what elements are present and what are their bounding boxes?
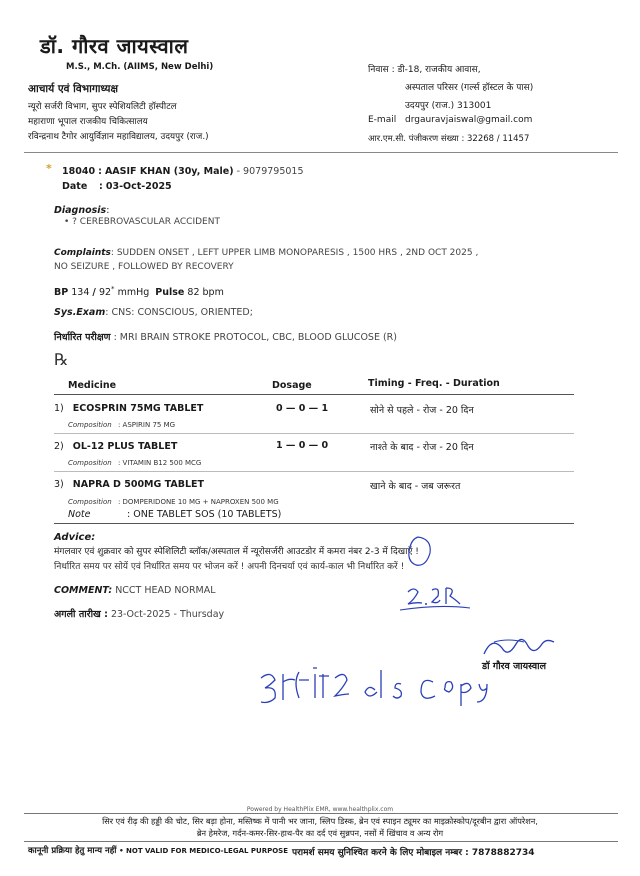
composition-text: : DOMPERIDONE 10 MG + NAPROXEN 500 MG [117, 498, 279, 506]
doctor-name: डॉ. गौरव जायस्वाल [40, 34, 189, 58]
investigations-line [54, 330, 397, 343]
address-line-2: अस्पताल परिसर (गर्ल्स हॉस्टल के पास) [405, 83, 534, 93]
address-line-3: उदयपुर (राज.) 313001 [405, 101, 492, 111]
medicine-timing: सोने से पहले - रोज - 20 दिन [370, 405, 474, 416]
table-header-rule [54, 394, 574, 395]
footer-services-2: ब्रेन हेमरेज, गर्दन-कमर-सिर-हाथ-पैर का दर्द एवं सुन्नपन, नसों में खिंचाव व अन्य रोग [196, 828, 444, 838]
advice-line-2: निर्धारित समय पर सोयें एवं निर्धारित समय पर भोजन करें ! अपनी दिनचर्या एवं कार्य-काल भी निर्धारित करें ! [54, 562, 405, 572]
header-timing: Timing - Freq. - Duration [368, 378, 500, 389]
footer-contact: परामर्श समय सुनिश्चित करने के लिए मोबाइल नम्बर : 7878882734 [292, 848, 535, 858]
header-divider [24, 152, 618, 153]
complaints-line-1 [54, 248, 478, 258]
visit-date: 03-Oct-2025 [105, 181, 172, 192]
doctor-role: आचार्य एवं विभागाध्यक्ष [28, 83, 119, 95]
comment-text: NCCT HEAD NORMAL [115, 585, 216, 596]
next-visit-label: अगली तारीख : [54, 609, 108, 620]
rx-icon: ℞ [54, 350, 69, 369]
composition-line [68, 421, 175, 429]
exam-line [54, 307, 253, 318]
signature-name: डॉ गौरव जायस्वाल [482, 661, 547, 672]
header-dosage: Dosage [272, 380, 312, 391]
email-label: E-mail [368, 115, 397, 125]
medicine-name: NAPRA D 500MG TABLET [72, 479, 204, 490]
medicine-name: OL-12 PLUS TABLET [72, 441, 178, 452]
footer-divider [24, 813, 618, 814]
row-number: 1) [54, 403, 64, 414]
doctor-degree: M.S., M.Ch. (AIIMS, New Delhi) [66, 62, 214, 72]
exam-label: Sys.Exam [54, 307, 106, 318]
investigations-label: निर्धारित परीक्षण [54, 332, 111, 343]
composition-line [68, 459, 201, 467]
doctor-college: रविन्द्रनाथ टैगोर आयुर्विज्ञान महाविद्यालय, उदयपुर (राज.) [28, 132, 209, 142]
exam-text: : CNS: CONSCIOUS, ORIENTED; [105, 307, 253, 318]
handwritten-initials [390, 578, 490, 618]
date-sep: : [99, 181, 103, 192]
diagnosis-item: • ? CEREBROVASCULAR ACCIDENT [64, 217, 220, 227]
composition-label: Composition [68, 421, 112, 429]
medicine-dosage: 1 — 0 — 0 [276, 440, 329, 451]
table-bottom-rule [54, 523, 574, 524]
diagnosis-heading: Diagnosis: [54, 205, 110, 216]
legal-english: • NOT VALID FOR MEDICO-LEGAL PURPOSE [119, 847, 288, 855]
composition-label: Composition [68, 459, 112, 467]
complaints-line-2: NO SEIZURE , FOLLOWED BY RECOVERY [54, 262, 234, 272]
row-number: 3) [54, 479, 64, 490]
signature-icon [474, 632, 564, 662]
composition-label: Composition [68, 498, 112, 506]
table-row [54, 403, 203, 414]
composition-line [68, 498, 279, 506]
table-row [54, 479, 204, 490]
medicine-timing: नाश्ते के बाद - रोज - 20 दिन [370, 442, 474, 453]
next-visit-line [54, 607, 224, 620]
footer-divider-2 [24, 841, 618, 842]
legal-hindi: कानूनी प्रक्रिया हेतु मान्य नहीं [28, 846, 117, 856]
medicine-name: ECOSPRIN 75MG TABLET [72, 403, 204, 414]
row-rule [54, 433, 574, 434]
note-line [68, 509, 281, 520]
bp-separator: / [92, 287, 96, 299]
patient-id: 18040 [62, 166, 96, 177]
handwritten-note [255, 660, 505, 710]
doctor-department: न्यूरो सर्जरी विभाग, सुपर स्पेशियलिटी हॉस्पीटल [28, 102, 177, 112]
date-label: Date [62, 181, 88, 192]
row-rule [54, 471, 574, 472]
advice-line-1: मंगलवार एवं शुक्रवार को सुपर स्पेशिलिटी ब्लॉक/अस्पताल में न्यूरोसर्जरी आउटडोर में कमरा नंबर 2-3 में दिखाएँ ! [54, 547, 419, 557]
advice-title: Advice: [54, 532, 96, 543]
footer-legal [28, 845, 288, 856]
pulse-value: 82 bpm [187, 287, 224, 299]
bp-mark: * [111, 285, 115, 293]
bp-label: BP [54, 287, 69, 299]
vitals-line [54, 285, 224, 298]
patient-line [62, 166, 304, 177]
row-number: 2) [54, 441, 64, 452]
bp-unit: mmHg [117, 287, 150, 299]
bp-systolic: 134 [71, 287, 90, 299]
note-text: : ONE TABLET SOS (10 TABLETS) [127, 509, 282, 520]
medicine-dosage: 0 — 0 — 1 [276, 403, 329, 414]
note-label: Note [68, 509, 91, 520]
star-icon: * [46, 162, 52, 175]
medicine-timing: खाने के बाद - जब जरूरत [370, 481, 461, 492]
handwritten-circle [388, 532, 448, 574]
comment-label: COMMENT: [54, 585, 113, 596]
address-line-1: निवास : डी-18, राजकीय आवास, [368, 65, 481, 75]
diagnosis-label: Diagnosis [54, 205, 107, 216]
powered-by: Powered by HealthPlix EMR, www.healthplix.com [246, 806, 394, 813]
patient-phone: - 9079795015 [236, 166, 304, 177]
doctor-hospital: महाराणा भूपाल राजकीय चिकित्सालय [28, 117, 148, 127]
investigations-text: : MRI BRAIN STROKE PROTOCOL, CBC, BLOOD GLUCOSE (R) [113, 332, 397, 343]
complaints-text: : SUDDEN ONSET , LEFT UPPER LIMB MONOPARESIS , 1500 HRS , 2ND OCT 2025 , [110, 248, 479, 258]
pulse-label: Pulse [155, 287, 185, 299]
composition-text: : VITAMIN B12 500 MCG [117, 459, 202, 467]
patient-sep: : [98, 166, 102, 177]
composition-text: : ASPIRIN 75 MG [117, 421, 176, 429]
registration-number: आर.एम.सी. पंजीकरण संख्या : 32268 / 11457 [368, 134, 530, 144]
bp-diastolic: 92 [98, 287, 112, 299]
footer-services-1: सिर एवं रीढ़ की हड्डी की चोट, सिर बड़ा होना, मस्तिष्क में पानी भर जाना, स्लिप डिस्क, ब्रेन एवं स्पाइन ट्यूमर का माइक्रोस्कोप/दूरबीन द्वारा ऑपरेशन, [102, 816, 538, 826]
next-visit-date: 23-Oct-2025 - Thursday [110, 609, 225, 620]
comment-line [54, 585, 216, 596]
complaints-label: Complaints [54, 248, 111, 258]
table-row [54, 441, 177, 452]
email-link[interactable]: drgauravjaiswal@gmail.com [405, 115, 533, 125]
header-medicine: Medicine [68, 380, 117, 391]
patient-name: AASIF KHAN (30y, Male) [104, 166, 234, 177]
visit-date-line [62, 181, 172, 192]
